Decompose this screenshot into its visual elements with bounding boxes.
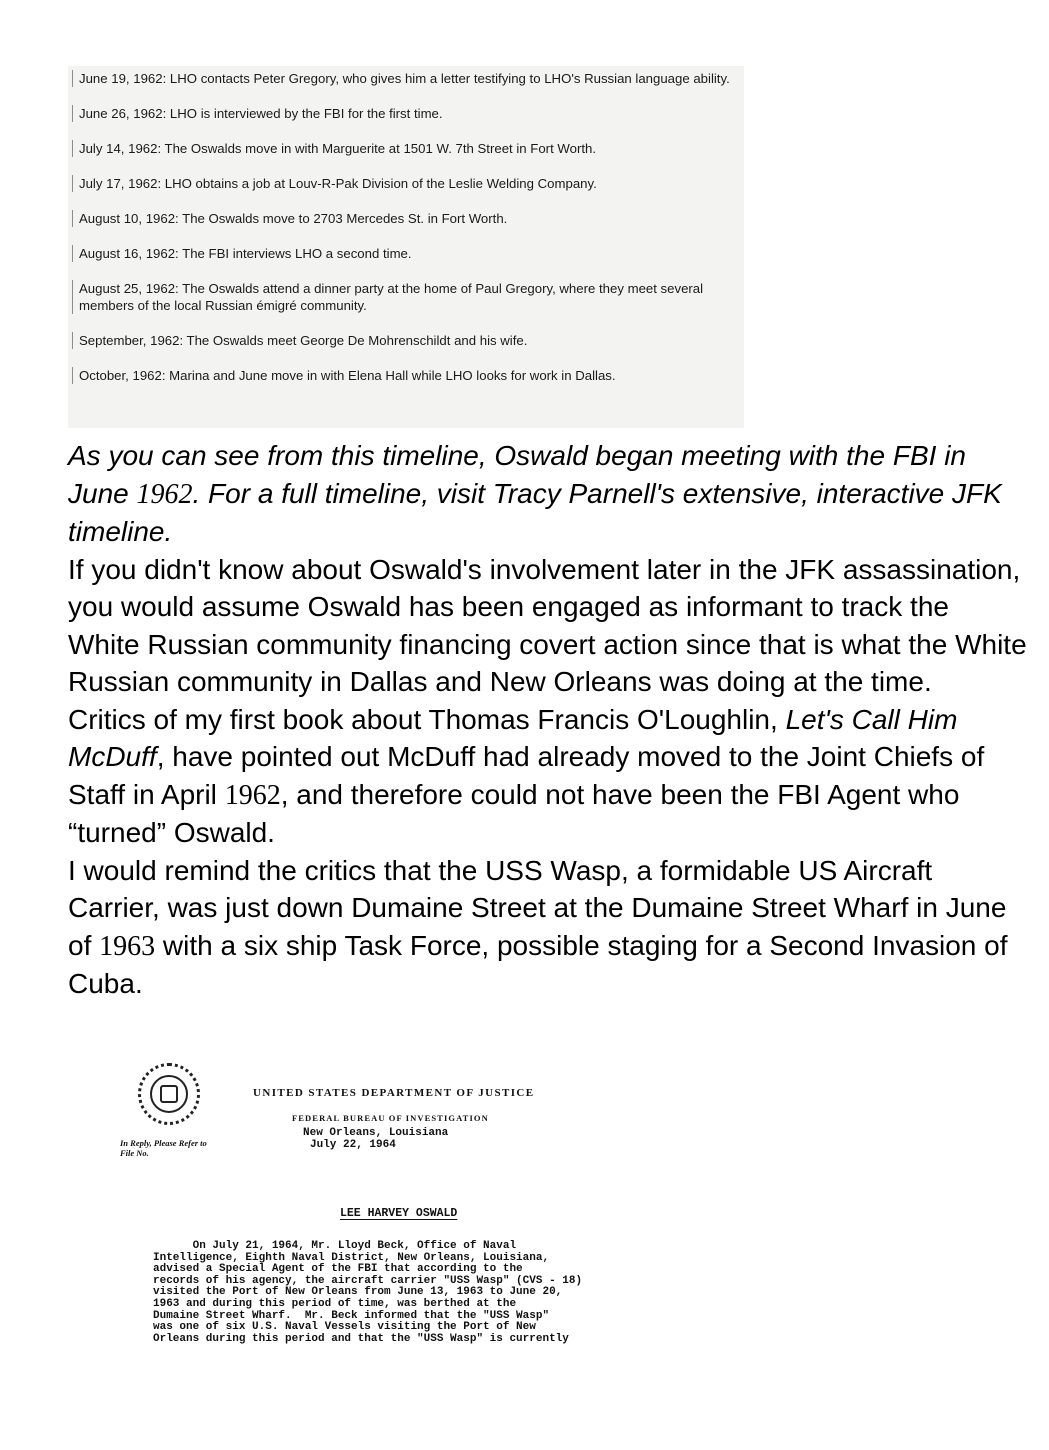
document-line: Intelligence, Eighth Naval District, New Orleans, Louisiana, [153, 1251, 550, 1264]
document-line: was one of six U.S. Naval Vessels visiting the Port of New [153, 1321, 536, 1334]
department-heading: UNITED STATES DEPARTMENT OF JUSTICE [253, 1087, 535, 1099]
timeline-entry: September, 1962: The Oswalds meet George De Mohrenschildt and his wife. [72, 332, 734, 349]
document-line: Dumaine Street Wharf. Mr. Beck informed that the "USS Wasp" [153, 1309, 550, 1322]
year-text: 1963 [99, 930, 156, 962]
document-line: visited the Port of New Orleans from June 13, 1963 to June 20, [153, 1286, 563, 1299]
timeline-entry: August 10, 1962: The Oswalds move to 2703 Mercedes St. in Fort Worth. [72, 210, 734, 227]
document-date: July 22, 1964 [310, 1139, 396, 1151]
timeline-entry: August 25, 1962: The Oswalds attend a dinner party at the home of Paul Gregory, where they meet several members of the local Russian émigré community. [72, 280, 734, 314]
timeline-entry: June 26, 1962: LHO is interviewed by the FBI for the first time. [72, 105, 734, 122]
uss-wasp-paragraph [68, 852, 1028, 1003]
document-line: 1963 and during this period of time, was berthed at the [153, 1297, 517, 1310]
critics-paragraph [68, 701, 1028, 852]
timeline-entry: July 17, 1962: LHO obtains a job at Louv-R-Pak Division of the Leslie Welding Company. [72, 175, 734, 192]
text-span: , and therefore could not have been the FBI Agent who “turned” Oswald. [68, 778, 960, 848]
timeline-entry: June 19, 1962: LHO contacts Peter Gregory, who gives him a letter testifying to LHO's Russian language ability. [72, 70, 734, 87]
timeline-scan-image [68, 66, 744, 428]
timeline-entry: October, 1962: Marina and June move in with Elena Hall while LHO looks for work in Dallas. [72, 367, 734, 384]
reply-note-line: File No. [120, 1148, 149, 1158]
text-span: I would remind the critics that the USS Wasp, a formidable US Aircraft Carrier, was just down Dumaine Street at the Dumaine Street Wharf in June of [68, 854, 1007, 961]
fbi-seal-icon [138, 1063, 200, 1125]
document-line: Orleans during this period and that the "USS Wasp" is currently [153, 1332, 569, 1345]
text-span: , have pointed out McDuff had already moved to the Joint Chiefs of Staff in April [68, 741, 985, 810]
text-span: Critics of my first book about Thomas Francis O'Loughlin, [68, 703, 786, 735]
document-line: records of his agency, the aircraft carrier "USS Wasp" (CVS - 18) [153, 1274, 583, 1287]
text-span: with a six ship Task Force, possible staging for a Second Invasion of Cuba. [68, 929, 1008, 999]
informant-paragraph: If you didn't know about Oswald's involvement later in the JFK assassination, you would assume Oswald has been engaged as informant to track the White Russian community financing covert action since that is what the White Russian community in Dallas and New Orleans was doing at the time. [68, 553, 1027, 697]
fbi-document-image [120, 1055, 680, 1385]
timeline-entry: August 16, 1962: The FBI interviews LHO a second time. [72, 245, 734, 262]
article-body [68, 437, 1028, 1003]
seal-shield [160, 1085, 178, 1103]
document-line: advised a Special Agent of the FBI that according to the [153, 1263, 523, 1276]
document-line: On July 21, 1964, Mr. Lloyd Beck, Office of Naval [153, 1240, 517, 1252]
reply-note [120, 1138, 230, 1158]
office-city: New Orleans, Louisiana [303, 1127, 449, 1139]
text-span: . For a full timeline, visit Tracy Parnell's extensive, interactive JFK timeline. [68, 477, 1002, 547]
reply-note-line: In Reply, Please Refer to [120, 1138, 207, 1148]
seal-inner-ring [150, 1075, 188, 1113]
book-title: Let's Call Him McDuff [68, 703, 958, 772]
year-text: 1962 [224, 779, 281, 811]
timeline-caption-paragraph [68, 437, 1028, 551]
text-span: As you can see from this timeline, Oswald began meeting with the FBI in June [68, 440, 966, 509]
document-body [153, 1241, 673, 1345]
bureau-heading: FEDERAL BUREAU OF INVESTIGATION [292, 1113, 489, 1123]
year-text: 1962 [136, 478, 193, 510]
timeline-entry: July 14, 1962: The Oswalds move in with Marguerite at 1501 W. 7th Street in Fort Worth. [72, 140, 734, 157]
document-subject: LEE HARVEY OSWALD [340, 1207, 458, 1220]
